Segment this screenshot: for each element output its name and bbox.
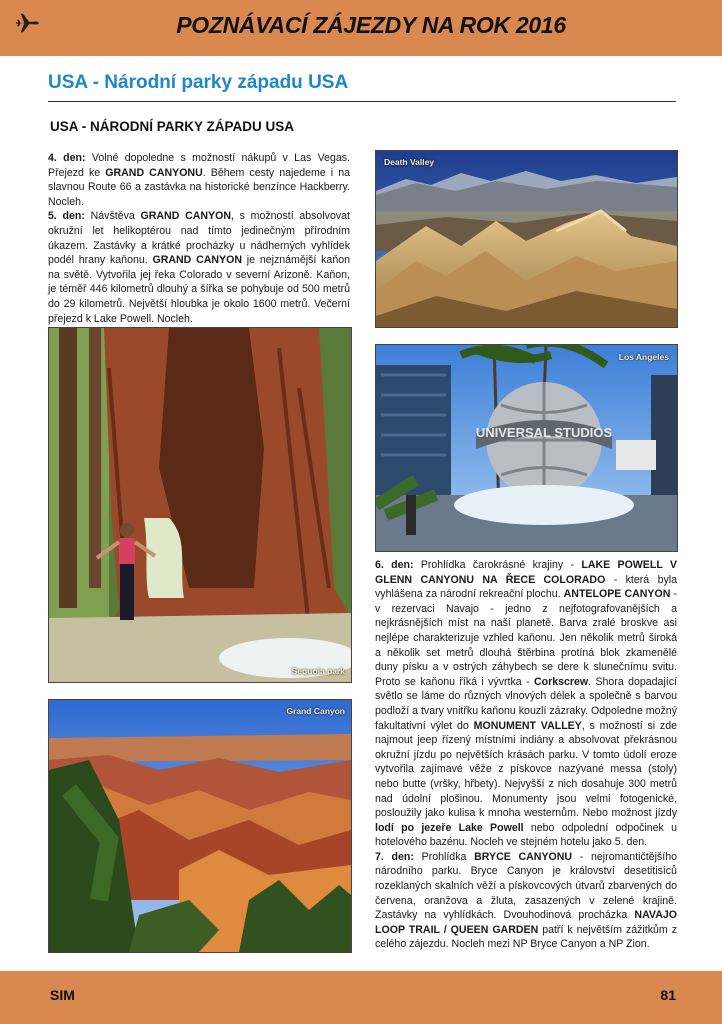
subheading: USA - NÁRODNÍ PARKY ZÁPADU USA <box>50 119 295 134</box>
paragraph-text: - která byla vyhlášena za národní rekreační plochu. <box>375 573 678 601</box>
photo-caption-los-angeles: Los Angeles <box>618 352 669 362</box>
bold-term: Corkscrew <box>533 675 589 688</box>
bold-term: 7. den: <box>375 850 414 863</box>
paragraph-text: - nejromantičtějšího národního parku. Bryce Canyon je království desetitisíců rozeklaných skalních věží a pískovcových útvarů zbarvených do červena, oranžova a žluta, zasazených v zelené krajině. Zastávky na vyhlídkách. Dvouhodinová procházka <box>375 850 677 922</box>
photo-death-valley <box>375 150 678 328</box>
bold-term: GRAND CANYON <box>140 210 231 223</box>
photo-caption-death-valley: Death Valley <box>384 157 435 167</box>
globe-sign-text: UNIVERSAL STUDIOS <box>475 425 613 440</box>
page-title: POZNÁVACÍ ZÁJEZDY NA ROK 2016 <box>176 12 566 38</box>
paragraph-text: - v rezervaci Navajo - jedno z nejfotografovanějších a nejkrásnějších míst na naší planetě. Barva zralé broskve asi nejlépe charakterizuje vzhled kaňonu. Jen několik metrů široká a několik set metrů dlouhá štěrbina protíná blok zkamenělé duny písku a v ostrých záhybech se dere k slunečnímu svitu. Proto se kaňonu říká i vývrtka - <box>375 588 677 688</box>
photo-grand-canyon <box>48 699 352 953</box>
paragraph-text: nebo odpolední odpočinek u hotelového bazénu. Nocleh ve stejném hotelu jako 5. den. <box>375 821 677 849</box>
paragraph-text: je nejznámější kaňon na světě. Vytvořila jej řeka Colorado v severní Arizoně. Kaňon, je téměř 446 kilometrů dlouhý a šířka se pohybuje od 500 metrů do 29 kilometrů. Největší hloubka je okolo 1600 metrů. Večerní přejezd k Lake Powell. Nocleh. <box>48 254 351 325</box>
text-column-left <box>48 151 350 326</box>
bold-term: 6. den: <box>375 559 414 571</box>
paragraph-text: Návštěva <box>84 210 141 223</box>
bold-term: ANTELOPE CANYON <box>563 588 671 601</box>
paragraph-text: Prohlídka čarokrásné krajiny - <box>413 559 582 571</box>
photo-sequoia-park <box>48 327 352 683</box>
bold-term: BRYCE CANYONU <box>474 850 573 863</box>
page-header <box>0 0 722 56</box>
bold-term: NAVAJO LOOP TRAIL / QUEEN GARDEN <box>375 909 677 936</box>
page-number: 81 <box>660 987 676 1003</box>
paragraph-text: patří k největším zážitkům z celého zájezdu. Nocleh mezi NP Bryce Canyon a NP Zion. <box>375 923 678 951</box>
bold-term: 4. den: <box>48 152 86 164</box>
paragraph-text: . Shora dopadající světlo se láme do různých vlnových délek a společně s barvou podloží a tvary vnitřku kaňonu kouzlí zázraky. Odpoledne možný fakultativní výlet do <box>375 675 677 732</box>
bold-term: lodí po jezeře Lake Powell <box>375 821 524 834</box>
bold-term: 5. den: <box>48 210 85 223</box>
footer-brand: SIM <box>50 987 75 1003</box>
paragraph-text: . Během cesty najedeme i na slavnou Route 66 a zastávka na historické benzínce Hackberry. Nocleh. <box>48 166 351 208</box>
paragraph-text: , s možností si zde najmout jeep řízený místními indiány a absolvovat překrásnou okružní jízdu po největších krásách parku. V tomto údolí eroze vytvořila zajímavé věže z pískovce nazývané messa (stoly) nebo butte (vršky, hřbety). Nejvyšší z nich dosahuje 300 metrů nad údolní plošinou. Monumenty jsou velmi fotogenické, posloužily jako kulisa k mnoha westernům. Nebo možnost jízdy <box>375 719 677 820</box>
photo-los-angeles <box>375 344 678 552</box>
bold-term: LAKE POWELL V GLENN CANYONU NA ŘECE COLORADO <box>375 559 677 586</box>
bold-term: GRAND CANYONU <box>105 166 203 179</box>
bold-term: GRAND CANYON <box>152 254 243 267</box>
divider <box>48 101 676 102</box>
text-column-right <box>375 558 677 952</box>
page-footer <box>0 971 722 1024</box>
paragraph-text: Prohlídka <box>413 850 475 863</box>
photo-caption-sequoia: Sequoia park <box>291 666 345 676</box>
paragraph-text: , s možností absolvovat okružní let helikoptérou nad tímto jedinečným přírodním úkazem. Zastávky a krátké procházky u nádherných vyhlídek podél hrany kaňonu. <box>48 210 350 267</box>
section-title: USA - Národní parky západu USA <box>48 72 349 93</box>
photo-caption-grand-canyon: Grand Canyon <box>286 706 345 716</box>
bold-term: MONUMENT VALLEY <box>473 719 582 732</box>
paragraph-text: Volné dopoledne s možností nákupů v Las Vegas. Přejezd ke <box>48 152 350 179</box>
